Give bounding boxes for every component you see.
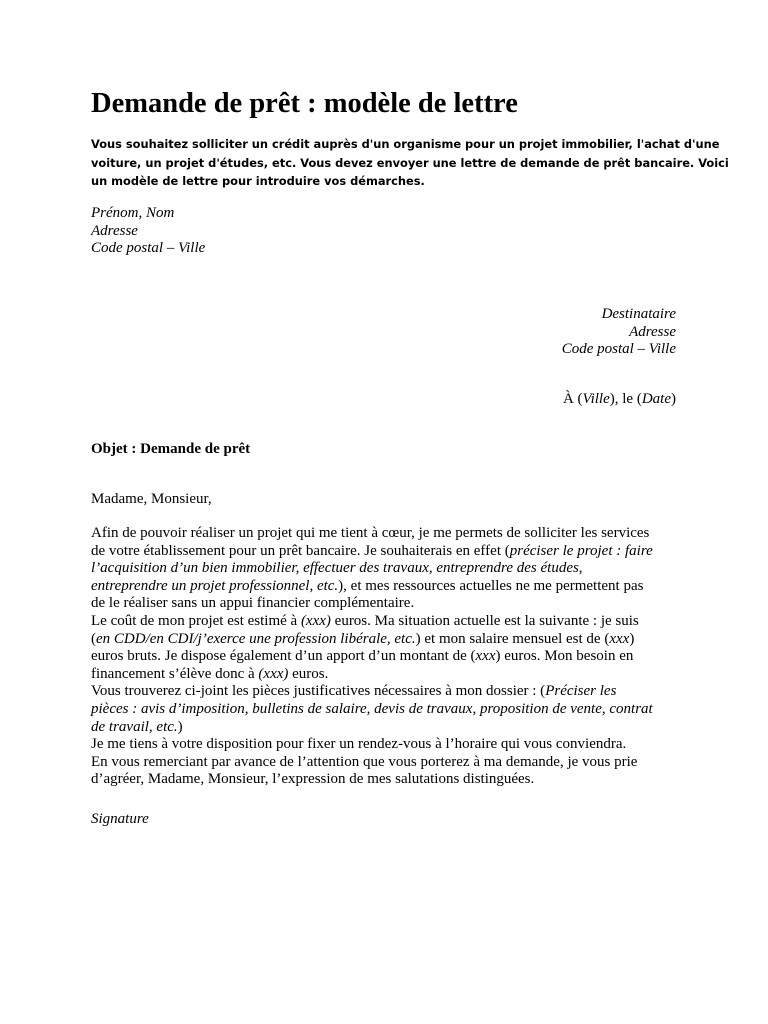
text: euros.: [288, 665, 329, 682]
body-line: [91, 543, 653, 561]
text: ) et mon salaire mensuel est de (: [415, 630, 610, 647]
recipient-name: Destinataire: [601, 306, 676, 322]
placeholder-text: de travail, etc.: [91, 718, 178, 735]
intro-line: Vous souhaitez solliciter un crédit auprès d'un organisme pour un projet immobilier, l'achat d'une: [91, 137, 720, 151]
recipient-city: Code postal – Ville: [561, 341, 676, 358]
sender-address: Adresse: [91, 222, 138, 239]
placeholder-text: préciser le projet : faire: [509, 542, 653, 559]
body-line: [91, 701, 653, 719]
body-line: [91, 719, 653, 737]
text: euros. Ma situation actuelle est la suivante : je suis: [330, 612, 639, 629]
text: d’agréer, Madame, Monsieur, l’expression de mes salutations distinguées.: [91, 771, 535, 788]
text: financement s’élève donc à: [91, 665, 259, 682]
body-line: [91, 595, 653, 613]
intro-paragraph: [91, 135, 729, 191]
date-line: [563, 391, 676, 409]
text: (: [91, 630, 96, 647]
intro-line: un modèle de lettre pour introduire vos démarches.: [91, 174, 425, 188]
text: ): [629, 630, 635, 647]
text: ): [177, 718, 183, 735]
text: ) euros. Mon besoin en: [495, 648, 634, 665]
body-line: [91, 525, 653, 543]
date-middle: ), le (: [609, 391, 642, 407]
signature: Signature: [91, 811, 149, 827]
placeholder-text: (xxx): [258, 665, 289, 682]
body-line: [91, 683, 653, 701]
date-city: Ville: [582, 391, 610, 407]
placeholder-text: (xxx): [300, 612, 331, 629]
placeholder-text: xxx: [475, 648, 496, 665]
letter-object: Objet : Demande de prêt: [91, 441, 251, 457]
recipient-address: Adresse: [629, 323, 676, 340]
text: de le réaliser sans un appui financier complémentaire.: [91, 595, 415, 612]
placeholder-text: entreprendre un projet professionnel, etc.: [91, 577, 339, 594]
text: ), et mes ressources actuelles ne me permettent pas: [338, 577, 644, 594]
date-prefix: À (: [562, 391, 583, 407]
body-line: [91, 613, 653, 631]
text: de votre établissement pour un prêt bancaire. Je souhaiterais en effet (: [91, 542, 510, 559]
recipient-block: [562, 306, 676, 359]
sender-city: Code postal – Ville: [91, 240, 206, 257]
letter-greeting: Madame, Monsieur,: [91, 491, 212, 507]
body-line: [91, 666, 653, 684]
sender-block: [91, 205, 205, 258]
body-line: [91, 648, 653, 666]
body-line: [91, 754, 653, 772]
body-line: [91, 560, 653, 578]
letter-body: [91, 525, 653, 789]
placeholder-text: xxx: [609, 630, 630, 647]
intro-line: voiture, un projet d'études, etc. Vous devez envoyer une lettre de demande de prêt bancaire. Voici: [91, 155, 729, 170]
text: Le coût de mon projet est estimé à: [91, 612, 301, 629]
page-title: Demande de prêt : modèle de lettre: [91, 88, 518, 119]
text: En vous remerciant par avance de l’attention que vous porterez à ma demande, je vous prie: [91, 753, 638, 770]
placeholder-text: Préciser les: [545, 683, 617, 700]
date-suffix: ): [671, 391, 676, 407]
body-line: [91, 771, 653, 789]
body-line: [91, 736, 653, 754]
date-value: Date: [641, 391, 671, 407]
text: euros bruts. Je dispose également d’un apport d’un montant de (: [91, 648, 476, 665]
placeholder-text: pièces : avis d’imposition, bulletins de salaire, devis de travaux, proposition de vente, contrat: [91, 700, 653, 717]
body-line: [91, 631, 653, 649]
text: Je me tiens à votre disposition pour fixer un rendez-vous à l’horaire qui vous conviendra.: [91, 736, 627, 753]
text: Afin de pouvoir réaliser un projet qui me tient à cœur, je me permets de solliciter les services: [91, 525, 650, 541]
placeholder-text: l’acquisition d’un bien immobilier, effectuer des travaux, entreprendre des études,: [91, 560, 583, 577]
body-line: [91, 578, 653, 596]
sender-name: Prénom, Nom: [91, 205, 175, 221]
placeholder-text: en CDD/en CDI/j’exerce une profession libérale, etc.: [96, 630, 416, 647]
text: Vous trouverez ci-joint les pièces justificatives nécessaires à mon dossier : (: [91, 683, 546, 700]
